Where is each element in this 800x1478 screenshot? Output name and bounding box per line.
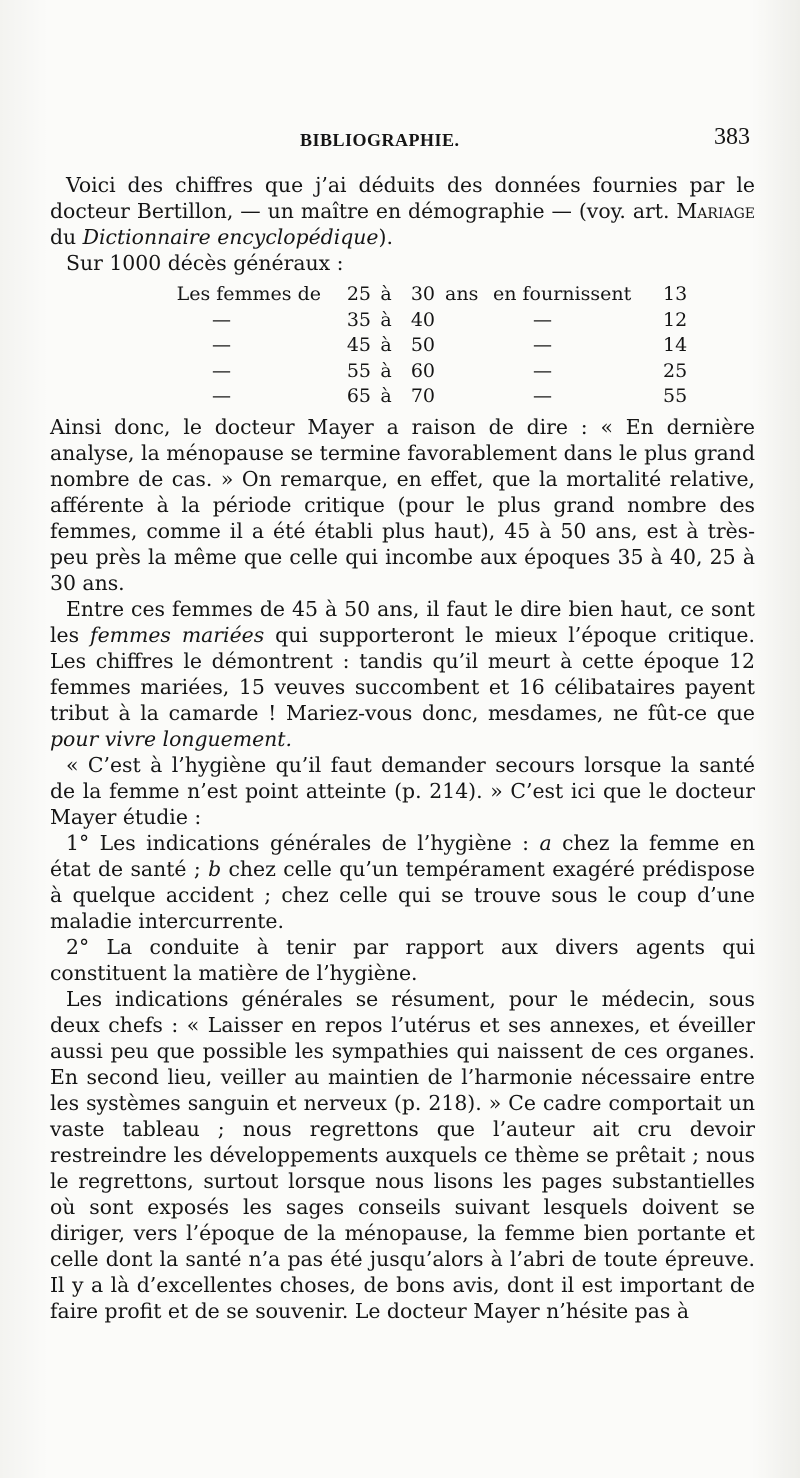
word-a: à bbox=[380, 385, 392, 408]
table-row bbox=[50, 308, 755, 334]
age-from: 35 bbox=[346, 308, 371, 331]
intro-text-c: ). bbox=[378, 225, 393, 249]
intro-paragraph bbox=[50, 172, 755, 250]
paragraph-text: chez celle qu’un tempérament exagéré prédispose à quelque accident ; chez celle qui se trouve sous le coup d’une maladie intercurrente. bbox=[50, 856, 755, 933]
death-count: 12 bbox=[663, 308, 688, 331]
mortality-table bbox=[50, 282, 755, 410]
row-verb: en fournissent bbox=[493, 283, 632, 305]
age-from: 55 bbox=[346, 359, 371, 382]
age-to: 60 bbox=[410, 359, 435, 382]
page-body bbox=[50, 172, 755, 1324]
age-to: 30 bbox=[410, 283, 435, 305]
table-row bbox=[50, 359, 755, 385]
ditto-mark: — bbox=[212, 334, 231, 357]
word-a: à bbox=[380, 283, 392, 305]
ditto-mark: — bbox=[533, 359, 552, 382]
ditto-mark: — bbox=[212, 359, 231, 382]
paragraph-hygiene: « C’est à l’hygiène qu’il faut demander secours lorsque la santé de la femme n’est point atteinte (p. 214). » C’est ici que le docteur Mayer étudie : bbox=[50, 752, 755, 829]
ditto-mark: — bbox=[533, 385, 552, 408]
running-title: BIBLIOGRAPHIE. bbox=[300, 130, 460, 150]
paragraph-mayer-quote: Ainsi donc, le docteur Mayer a raison de dire : « En dernière analyse, la ménopause se termine favorablement dans le plus grand nombre de cas. » On remarque, en effet, que la mortalité relative, afférente à la période critique (pour le plus grand nombre des femmes, comme il a été établi plus haut), 45 à 50 ans, est à très-peu près la même que celle qui incombe aux époques 35 à 40, 25 à 30 ans. bbox=[50, 414, 755, 595]
death-count: 14 bbox=[663, 334, 688, 357]
paragraph-text: qui supporteront le mieux l’époque critique. Les chiffres le démontrent : tandis qu’il meurt à cette époque 12 femmes mariées, 15 veuves succombent et 16 célibataires payent tribut à la camarde ! Mariez-vous donc, mesdames, ne fût-ce que bbox=[50, 622, 755, 725]
paragraph-point-1 bbox=[50, 830, 755, 934]
intro-text-a: Voici des chiffres que j’ai déduits des données fournies par le docteur Bertillon, — un maître en démographie — (voy. art. bbox=[50, 173, 755, 223]
death-count: 55 bbox=[663, 385, 688, 408]
paragraph-text: Entre ces femmes de 45 à 50 ans, il faut le dire bien haut, ce sont les bbox=[50, 596, 755, 647]
row-lead: Les femmes de bbox=[176, 283, 321, 305]
table-row bbox=[50, 333, 755, 359]
paragraph-married-women bbox=[50, 596, 755, 752]
intro-text-b: du bbox=[50, 225, 83, 249]
age-to: 40 bbox=[410, 308, 435, 331]
word-a: à bbox=[380, 359, 392, 382]
death-count: 25 bbox=[663, 359, 688, 382]
ditto-mark: — bbox=[212, 308, 231, 331]
age-to: 70 bbox=[410, 385, 435, 408]
dictionary-title: Dictionnaire encyclopédique bbox=[82, 225, 379, 249]
table-row bbox=[50, 282, 755, 308]
paragraph-text: 1° Les indications générales de l’hygiène : bbox=[66, 830, 540, 855]
table-intro: Sur 1000 décès généraux : bbox=[66, 251, 344, 275]
page-number: 383 bbox=[714, 124, 750, 150]
ditto-mark: — bbox=[212, 385, 231, 408]
paragraph-indications: Les indications générales se résument, pour le médecin, sous deux chefs : « Laisser en repos l’utérus et ses annexes, et éveiller aussi peu que possible les sympathies qui naissent de ces organes. En second lieu, veiller au maintien de l’harmonie nécessaire entre les systèmes sanguin et nerveux (p. 218). » Ce cadre comportait un vaste tableau ; nous regrettons que l’auteur ait cru devoir restreindre les développements auxquels ce thème se prêtait ; nous le regrettons, surtout lorsque nous lisons les pages substantielles où sont exposés les sages conseils suivant lesquels doivent se diriger, vers l’époque de la ménopause, la femme bien portante et celle dont la santé n’a pas été jusqu’alors à l’abri de toute épreuve. Il y a là d’excellentes choses, de bons avis, dont il est important de faire profit et de se souvenir. Le docteur Mayer n’hésite pas à bbox=[50, 986, 755, 1323]
age-to: 50 bbox=[410, 334, 435, 357]
paragraph-text: chez la femme en état de santé ; bbox=[50, 830, 755, 881]
age-from: 25 bbox=[346, 283, 371, 305]
table-row bbox=[50, 384, 755, 410]
emphasis-text: pour vivre longuement. bbox=[50, 726, 292, 751]
list-letter: b bbox=[208, 856, 222, 881]
article-reference: Mariage bbox=[676, 199, 755, 223]
ditto-mark: — bbox=[533, 308, 552, 331]
ditto-mark: — bbox=[533, 334, 552, 357]
word-ans: ans bbox=[445, 283, 479, 305]
running-header bbox=[60, 124, 750, 160]
paragraph-point-2: 2° La conduite à tenir par rapport aux divers agents qui constituent la matière de l’hygiène. bbox=[50, 934, 755, 985]
emphasis-text: femmes mariées bbox=[90, 622, 265, 647]
word-a: à bbox=[380, 308, 392, 331]
word-a: à bbox=[380, 334, 392, 357]
death-count: 13 bbox=[663, 283, 688, 305]
list-letter: a bbox=[539, 830, 552, 855]
age-from: 65 bbox=[346, 385, 371, 408]
age-from: 45 bbox=[346, 334, 371, 357]
